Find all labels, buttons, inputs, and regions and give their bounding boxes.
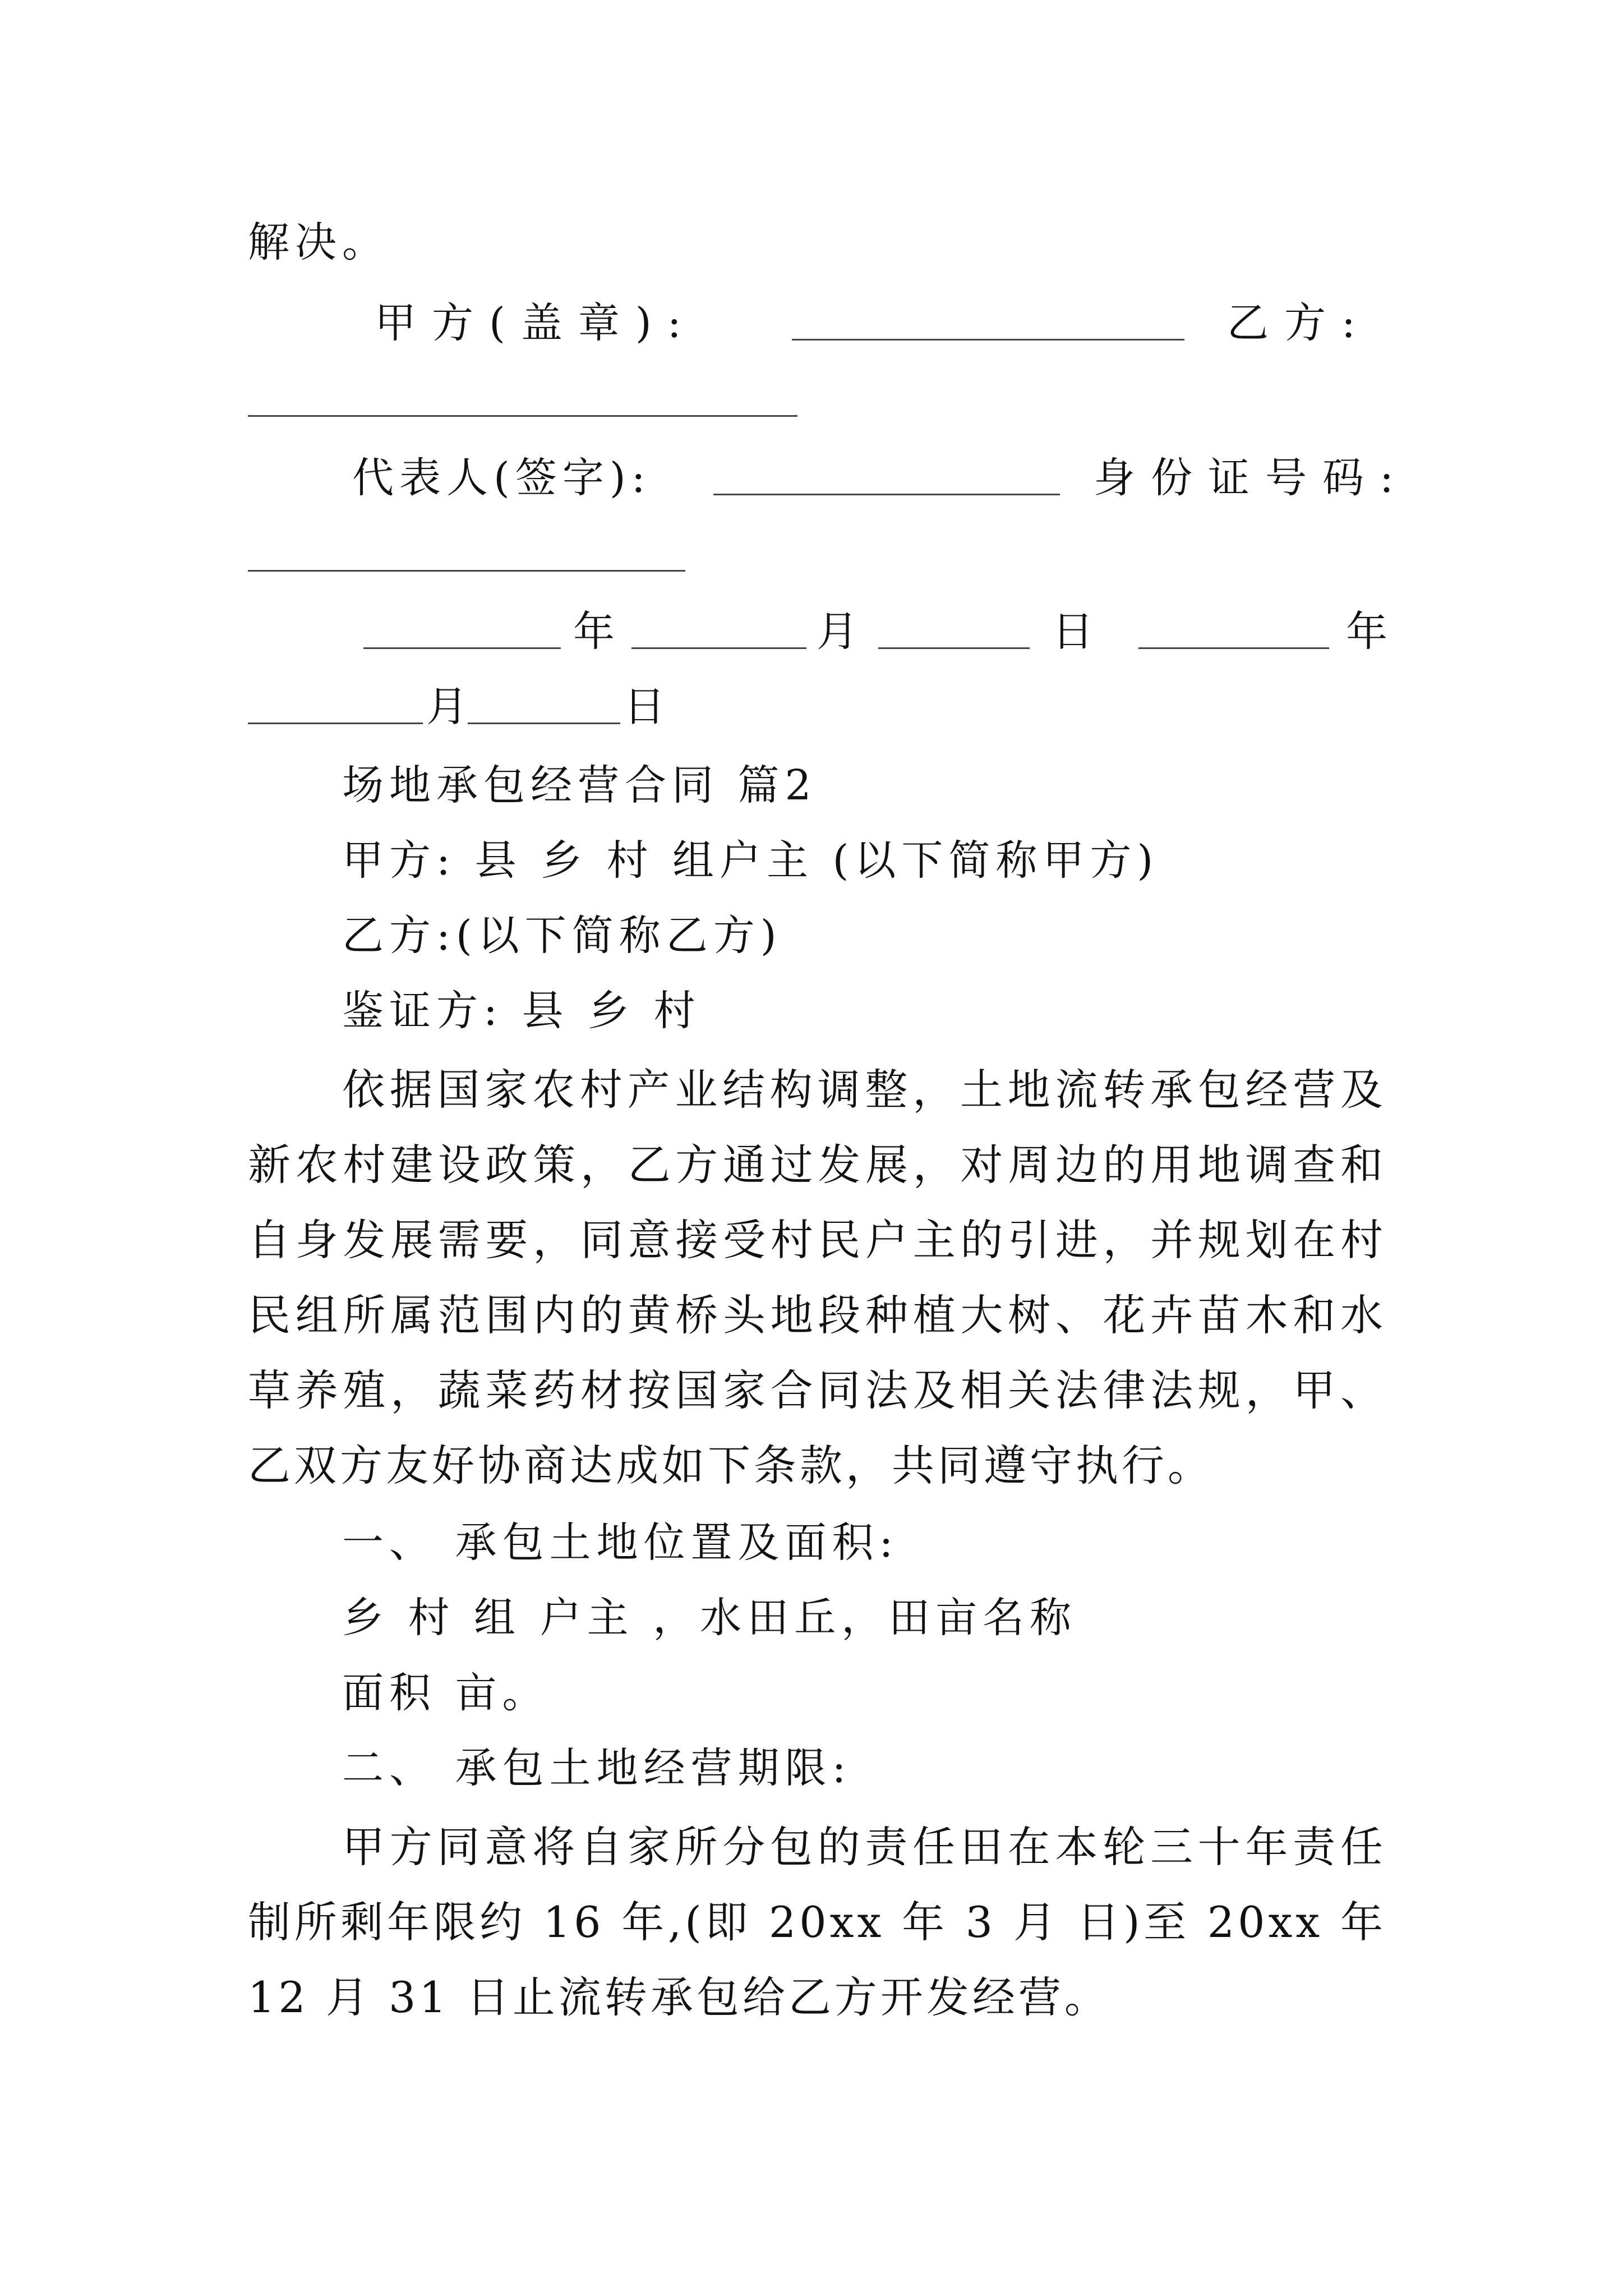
party-b-sign-blank [248,415,797,417]
party-a-seal-blank [792,339,1184,341]
day-label-2: 日 [624,683,665,731]
continuation-text: 解决。 [248,218,389,266]
party-b-line [0,902,1623,969]
party-a-seal-label: 甲方(盖章): [375,299,697,347]
day-blank-1 [878,647,1030,649]
clause2-paragraph: 甲方同意将自家所分包的责任田在本轮三十年责任制所剩年限约 16 年,(即 20xx 年 3 月 日)至 20xx 年 12 月 31 日止流转承包给乙方开发经营。 [248,1822,1386,2022]
party-b-sign-label: 乙方: [1227,299,1371,347]
signature-party-line [0,289,1623,357]
month-blank-2 [248,723,423,724]
month-label-2: 月 [426,683,468,731]
clause2-title: 二、 承包土地经营期限: [342,1744,852,1792]
id-number-blank [248,570,685,572]
clause1-location: 乡 村 组 户主 ，水田丘，田亩名称 [342,1594,1077,1642]
day-blank-2 [468,723,620,724]
representative-label: 代表人(签字): [352,454,651,502]
party-a-text: 甲方: 县 乡 村 组户主 (以下简称甲方) [342,836,1159,885]
clause1-area: 面积 亩。 [342,1669,550,1717]
intro-paragraph: 依据国家农村产业结构调整，土地流转承包经营及新农村建设政策，乙方通过发展，对周边的用地调查和自身发展需要，同意接受村民户主的引进，并规划在村民组所属范围内的黄桥头地段种植大树、花卉苗木和水草养殖，蔬菜药材按国家合同法及相关法律法规，甲、乙双方友好协商达成如下条款，共同遵守执行。 [248,1065,1386,1490]
year-label-2: 年 [1346,608,1387,656]
clause1-title-line [0,1509,1623,1576]
intro-paragraph-block [248,1052,1386,1503]
party-b-text: 乙方:(以下简称乙方) [342,912,782,960]
section-title-line [0,752,1623,819]
clause2-paragraph-block [248,1810,1386,2035]
section-title: 场地承包经营合同 篇2 [342,761,817,809]
year-blank-2 [1138,647,1329,649]
year-blank-1 [363,647,561,649]
id-number-label: 身份证号码: [1094,454,1409,502]
month-blank-1 [631,647,806,649]
party-a-line [0,827,1623,894]
clause2-title-line [0,1734,1623,1802]
representative-blank [713,494,1060,495]
clause1-title: 一、 承包土地位置及面积: [342,1519,899,1567]
month-label-1: 月 [817,608,858,656]
witness-line [0,977,1623,1045]
signature-rep-line [0,444,1623,512]
clause1-line1 [0,1584,1623,1651]
witness-text: 鉴证方: 县 乡 村 [342,987,701,1035]
day-label-1: 日 [1052,608,1094,656]
continuation-line [0,209,1623,276]
date-line-1 [0,598,1623,665]
date-line-2 [0,673,1623,740]
year-label-1: 年 [573,608,615,656]
clause1-line2 [0,1659,1623,1727]
